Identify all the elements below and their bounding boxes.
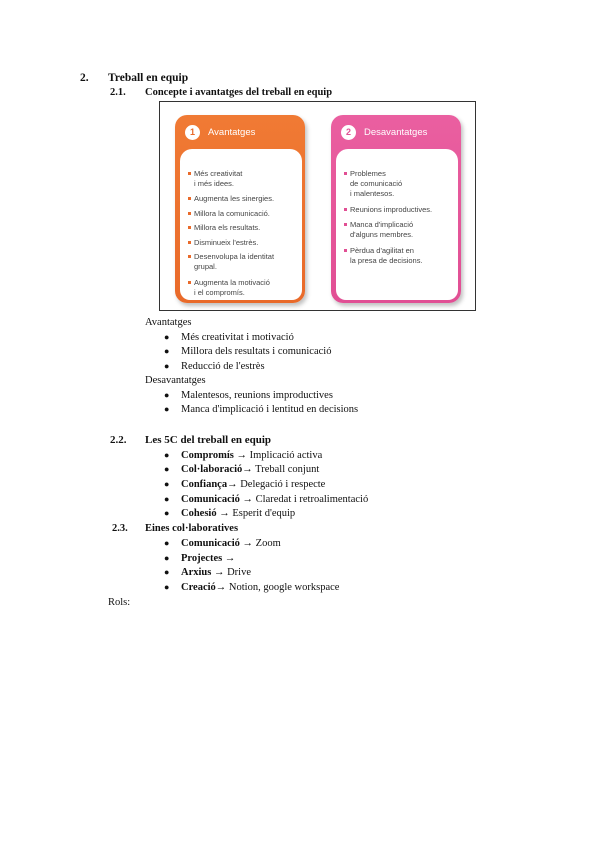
section-number: 2. — [80, 72, 89, 84]
roles-label: Rols: — [108, 597, 131, 608]
advantages-label: Avantatges — [145, 317, 192, 328]
term-desc: → Implicació activa — [233, 450, 323, 461]
subsection-number: 2.1. — [110, 87, 126, 98]
list-item — [164, 508, 295, 519]
bullet-icon: ● — [164, 464, 170, 474]
subsection-title: Les 5C del treball en equip — [145, 434, 272, 446]
term: Comunicació — [181, 494, 240, 505]
term-desc: → Esperit d'equip — [216, 508, 296, 519]
number-badge: 1 — [185, 125, 200, 140]
subsection-title: Eines col·laboratives — [145, 523, 239, 534]
disadvantages-card — [331, 115, 461, 303]
bullet-icon: ● — [164, 450, 170, 460]
bullet-icon: ● — [164, 404, 170, 414]
card-list-item: Augmenta la motivació i el compromís. — [194, 278, 270, 297]
card-list-item: Manca d'implicació d'alguns membres. — [350, 220, 414, 239]
card-list-item: Disminueix l'estrès. — [194, 238, 259, 247]
list-item — [164, 553, 235, 564]
list-item — [164, 479, 325, 490]
list-item — [164, 582, 339, 593]
card-list-item: Millora els resultats. — [194, 223, 261, 232]
list-item — [164, 464, 319, 475]
disadvantages-label: Desavantatges — [145, 375, 206, 386]
term: Cohesió — [181, 508, 217, 519]
list-item-text: Manca d'implicació i lentitud en decisions — [181, 404, 359, 415]
advantages-card — [175, 115, 305, 303]
list-item — [164, 346, 331, 357]
card-list-item: Augmenta les sinergies. — [194, 194, 275, 203]
disadvantages-card-body — [336, 149, 458, 300]
bullet-icon: ● — [164, 538, 170, 548]
bullet-icon: ● — [164, 346, 170, 356]
list-item — [164, 361, 265, 372]
card-list-item: Desenvolupa la identitat grupal. — [194, 252, 275, 271]
list-item-text: Malentesos, reunions improductives — [181, 390, 333, 401]
term-desc: → Claredat i retroalimentació — [239, 494, 369, 505]
term: Confiança — [181, 479, 228, 490]
bullet-icon: ● — [164, 361, 170, 371]
card-list-item: Pèrdua d'agilitat en la presa de decisions. — [350, 246, 423, 265]
list-item — [164, 494, 368, 505]
card-list-item: Reunions improductives. — [350, 205, 433, 214]
card-list-item: Millora la comunicació. — [194, 209, 270, 218]
bullet-icon: ● — [164, 494, 170, 504]
subsection-number: 2.3. — [112, 523, 128, 534]
disadvantages-card-header — [341, 122, 427, 142]
term-desc: → Zoom — [239, 538, 281, 549]
term-desc: → Notion, google workspace — [215, 582, 340, 593]
advantages-card-header — [185, 122, 255, 142]
term: Col·laboració — [181, 464, 243, 475]
subsection-number: 2.2. — [110, 434, 127, 446]
bullet-icon: ● — [164, 479, 170, 489]
term-desc: → Drive — [211, 567, 252, 578]
term-desc: → Treball conjunt — [242, 464, 320, 475]
card-list-item: Problemes de comunicació i malentesos. — [350, 169, 403, 198]
advantages-figure — [159, 101, 476, 311]
term: Compromís — [181, 450, 234, 461]
advantages-card-title: Avantatges — [208, 126, 256, 138]
list-item — [164, 567, 251, 578]
subsection-title: Concepte i avantatges del treball en equip — [145, 87, 333, 98]
list-item-text: Reducció de l'estrès — [181, 361, 265, 372]
term-desc: → Delegació i respecte — [227, 479, 326, 490]
term-desc: → — [222, 553, 236, 564]
term: Projectes — [181, 553, 223, 564]
list-item — [164, 332, 294, 343]
bullet-icon: ● — [164, 390, 170, 400]
bullet-icon: ● — [164, 567, 170, 577]
bullet-icon: ● — [164, 553, 170, 563]
list-item — [164, 404, 358, 415]
term: Arxius — [181, 567, 212, 578]
list-item — [164, 538, 281, 549]
list-item-text: Millora dels resultats i comunicació — [181, 346, 332, 357]
card-list-item: Més creativitat i més idees. — [194, 169, 243, 188]
advantages-card-body — [180, 149, 302, 300]
list-item-text: Més creativitat i motivació — [181, 332, 294, 343]
disadvantages-card-title: Desavantatges — [364, 126, 428, 138]
number-badge: 2 — [341, 125, 356, 140]
section-title: Treball en equip — [108, 72, 189, 84]
bullet-icon: ● — [164, 508, 170, 518]
bullet-icon: ● — [164, 582, 170, 592]
list-item — [164, 450, 322, 461]
bullet-icon: ● — [164, 332, 170, 342]
term: Comunicació — [181, 538, 240, 549]
term: Creació — [181, 582, 216, 593]
list-item — [164, 390, 333, 401]
